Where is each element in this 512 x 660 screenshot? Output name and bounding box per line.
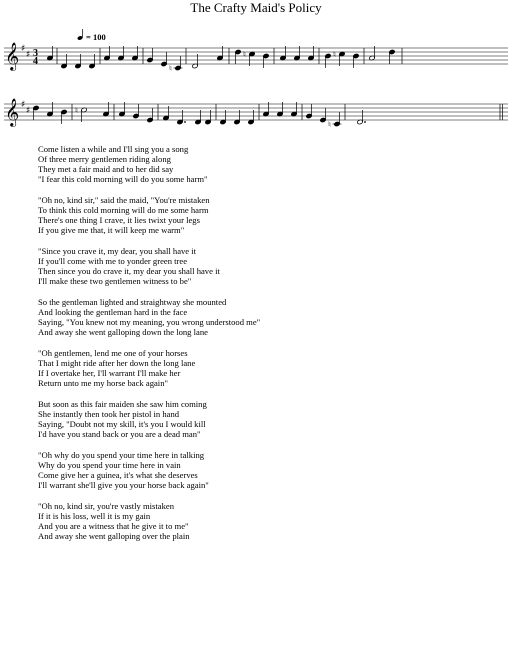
lyric-line: If you'll come with me to yonder green tree: [38, 256, 188, 266]
music-score: [0, 24, 512, 136]
sharp-icon: ♯: [21, 44, 26, 54]
lyric-line: So the gentleman lighted and straightway she mounted: [38, 297, 227, 307]
lyric-line: And you are a witness that he give it to me": [38, 521, 189, 531]
lyric-line: To think this cold morning will do me some harm: [38, 205, 209, 215]
natural-icon: ♮: [75, 106, 78, 115]
sharp-icon: ♯: [26, 106, 31, 116]
natural-icon: ♮: [243, 50, 246, 59]
page-title: The Crafty Maid's Policy: [190, 0, 322, 15]
lyric-line: And looking the gentleman hard in the face: [38, 307, 188, 317]
lyric-line: I'll make these two gentlemen witness to be": [38, 276, 192, 286]
stanza: [38, 297, 498, 337]
lyric-line: Then since you do crave it, my dear you shall have it: [38, 266, 220, 276]
treble-clef-icon: 𝄞: [5, 98, 20, 126]
lyric-line: I'd have you stand back or you are a dead man": [38, 429, 201, 439]
lyric-line: Of three merry gentlemen riding along: [38, 154, 171, 164]
lyric-line: Come give her a guinea, it's what she deserves: [38, 470, 198, 480]
lyric-line: And away she went galloping down the long lane: [38, 327, 208, 337]
lyric-line: "Oh no, kind sir," said the maid, "You're mistaken: [38, 195, 210, 205]
natural-icon: ♮: [333, 50, 336, 59]
lyric-line: "I fear this cold morning will do you some harm": [38, 174, 208, 184]
lyric-line: And away she went galloping over the plain: [38, 531, 190, 541]
natural-icon: ♮: [328, 120, 331, 129]
stanza: [38, 348, 498, 388]
lyric-line: But soon as this fair maiden she saw him coming: [38, 399, 207, 409]
stanza: [38, 450, 498, 490]
lyric-line: If I overtake her, I'll warrant I'll make her: [38, 368, 181, 378]
lyric-line: She instantly then took her pistol in hand: [38, 409, 180, 419]
lyric-line: "Since you crave it, my dear, you shall have it: [38, 246, 197, 256]
dot: [184, 121, 186, 123]
time-signature-bottom: 4: [33, 56, 38, 67]
lyric-line: Saying, "Doubt not my skill, it's you I would kill: [38, 419, 206, 429]
sharp-icon: ♯: [26, 50, 31, 60]
stanza: [38, 144, 498, 184]
lyric-line: Return unto me my horse back again": [38, 378, 168, 388]
lyric-line: Why do you spend your time here in vain: [38, 460, 181, 470]
lyric-line: They met a fair maid and to her did say: [38, 164, 174, 174]
tempo-marking: = 100: [86, 32, 106, 42]
lyric-line: There's one thing I crave, it lies twixt your legs: [38, 215, 200, 225]
lyric-line: If it is his loss, well it is my gain: [38, 511, 151, 521]
lyric-line: "Oh gentlemen, lend me one of your horses: [38, 348, 188, 358]
treble-clef-icon: 𝄞: [5, 42, 20, 70]
lyrics: [38, 144, 498, 552]
dot: [364, 121, 366, 123]
stanza: [38, 501, 498, 541]
lyric-line: "Oh no, kind sir, you're vastly mistaken: [38, 501, 174, 511]
lyric-line: I'll warrant she'll give you your horse back again": [38, 480, 209, 490]
lyric-line: If you give me that, it will keep me warm": [38, 225, 185, 235]
stanza: [38, 195, 498, 235]
lyric-line: "Oh why do you spend your time here in talking: [38, 450, 205, 460]
natural-icon: ♮: [169, 64, 172, 73]
stanza: [38, 246, 498, 286]
lyric-line: Come listen a while and I'll sing you a song: [38, 144, 189, 154]
sharp-icon: ♯: [21, 100, 26, 110]
stanza: [38, 399, 498, 439]
time-signature-top: 3: [33, 48, 38, 59]
lyric-line: Saying, "You knew not my meaning, you wrong understood me": [38, 317, 261, 327]
lyric-line: That I might ride after her down the long lane: [38, 358, 196, 368]
